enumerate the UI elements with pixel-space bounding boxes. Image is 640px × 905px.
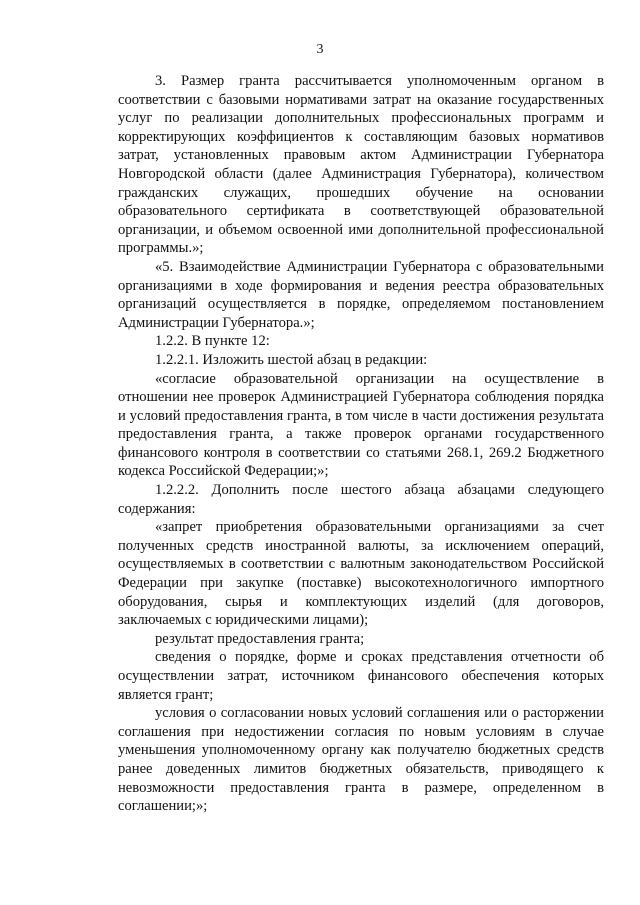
document-body xyxy=(118,72,604,816)
paragraph-item-1-2-2-1: 1.2.2.1. Изложить шестой абзац в редакции: xyxy=(155,351,428,368)
paragraph-grant-result: результат предоставления гранта; xyxy=(155,630,365,647)
paragraph-grant-size: 3. Размер гранта рассчитывается уполномоченным органом в соответствии с базовыми нормативами затрат на оказание государственных услуг по реализации дополнительных профессиональных программ и корректирующих коэффициентов к составляющим базовых нормативов затрат, установленных правовым актом Администрации Губернатора Новгородской области (далее Администрация Губернатора), количеством гражданских служащих, прошедших обучение на основании образовательного сертификата в соответствующей образовательной организации, и объемом освоенной ими дополнительной профессиональной программы.»; xyxy=(118,73,604,257)
paragraph-item-1-2-2: 1.2.2. В пункте 12: xyxy=(155,333,270,350)
paragraph-consent: «согласие образовательной организации на осуществление в отношении нее проверок Администрацией Губернатора соблюдения порядка и условий предоставления гранта, в том числе в части достижения результата предоставления гранта, а также проверок органами государственного финансового контроля в соответствии со статьями 268.1, 269.2 Бюджетного кодекса Российской Федерации;»; xyxy=(118,370,604,480)
page-number: 3 xyxy=(316,42,324,57)
paragraph-agreement-conditions: условия о согласовании новых условий соглашения или о расторжении соглашения при недостижении согласия по новым условиям в случае уменьшения уполномоченному органу как получателю бюджетных средств ранее доведенных лимитов бюджетных обязательств, приводящего к невозможности предоставления гранта в размере, определенном в соглашении;»; xyxy=(118,705,604,815)
paragraph-currency-ban: «запрет приобретения образовательными организациями за счет полученных средств иностранной валюты, за исключением операций, осуществляемых в соответствии с валютным законодательством Российской Федерации при закупке (поставке) высокотехнологичного импортного оборудования, сырья и комплектующих изделий (для договоров, заключаемых с юридическими лицами); xyxy=(118,519,604,629)
paragraph-interaction: «5. Взаимодействие Администрации Губернатора с образовательными организациями в ходе формирования и ведения реестра образовательных организаций осуществляется в порядке, определяемом постановлением Администрации Губернатора.»; xyxy=(118,258,604,331)
paragraph-reporting: сведения о порядке, форме и сроках представления отчетности об осуществлении затрат, источником финансового обеспечения которых является грант; xyxy=(118,649,604,703)
paragraph-item-1-2-2-2: 1.2.2.2. Дополнить после шестого абзаца абзацами следующего содержания: xyxy=(118,482,604,517)
